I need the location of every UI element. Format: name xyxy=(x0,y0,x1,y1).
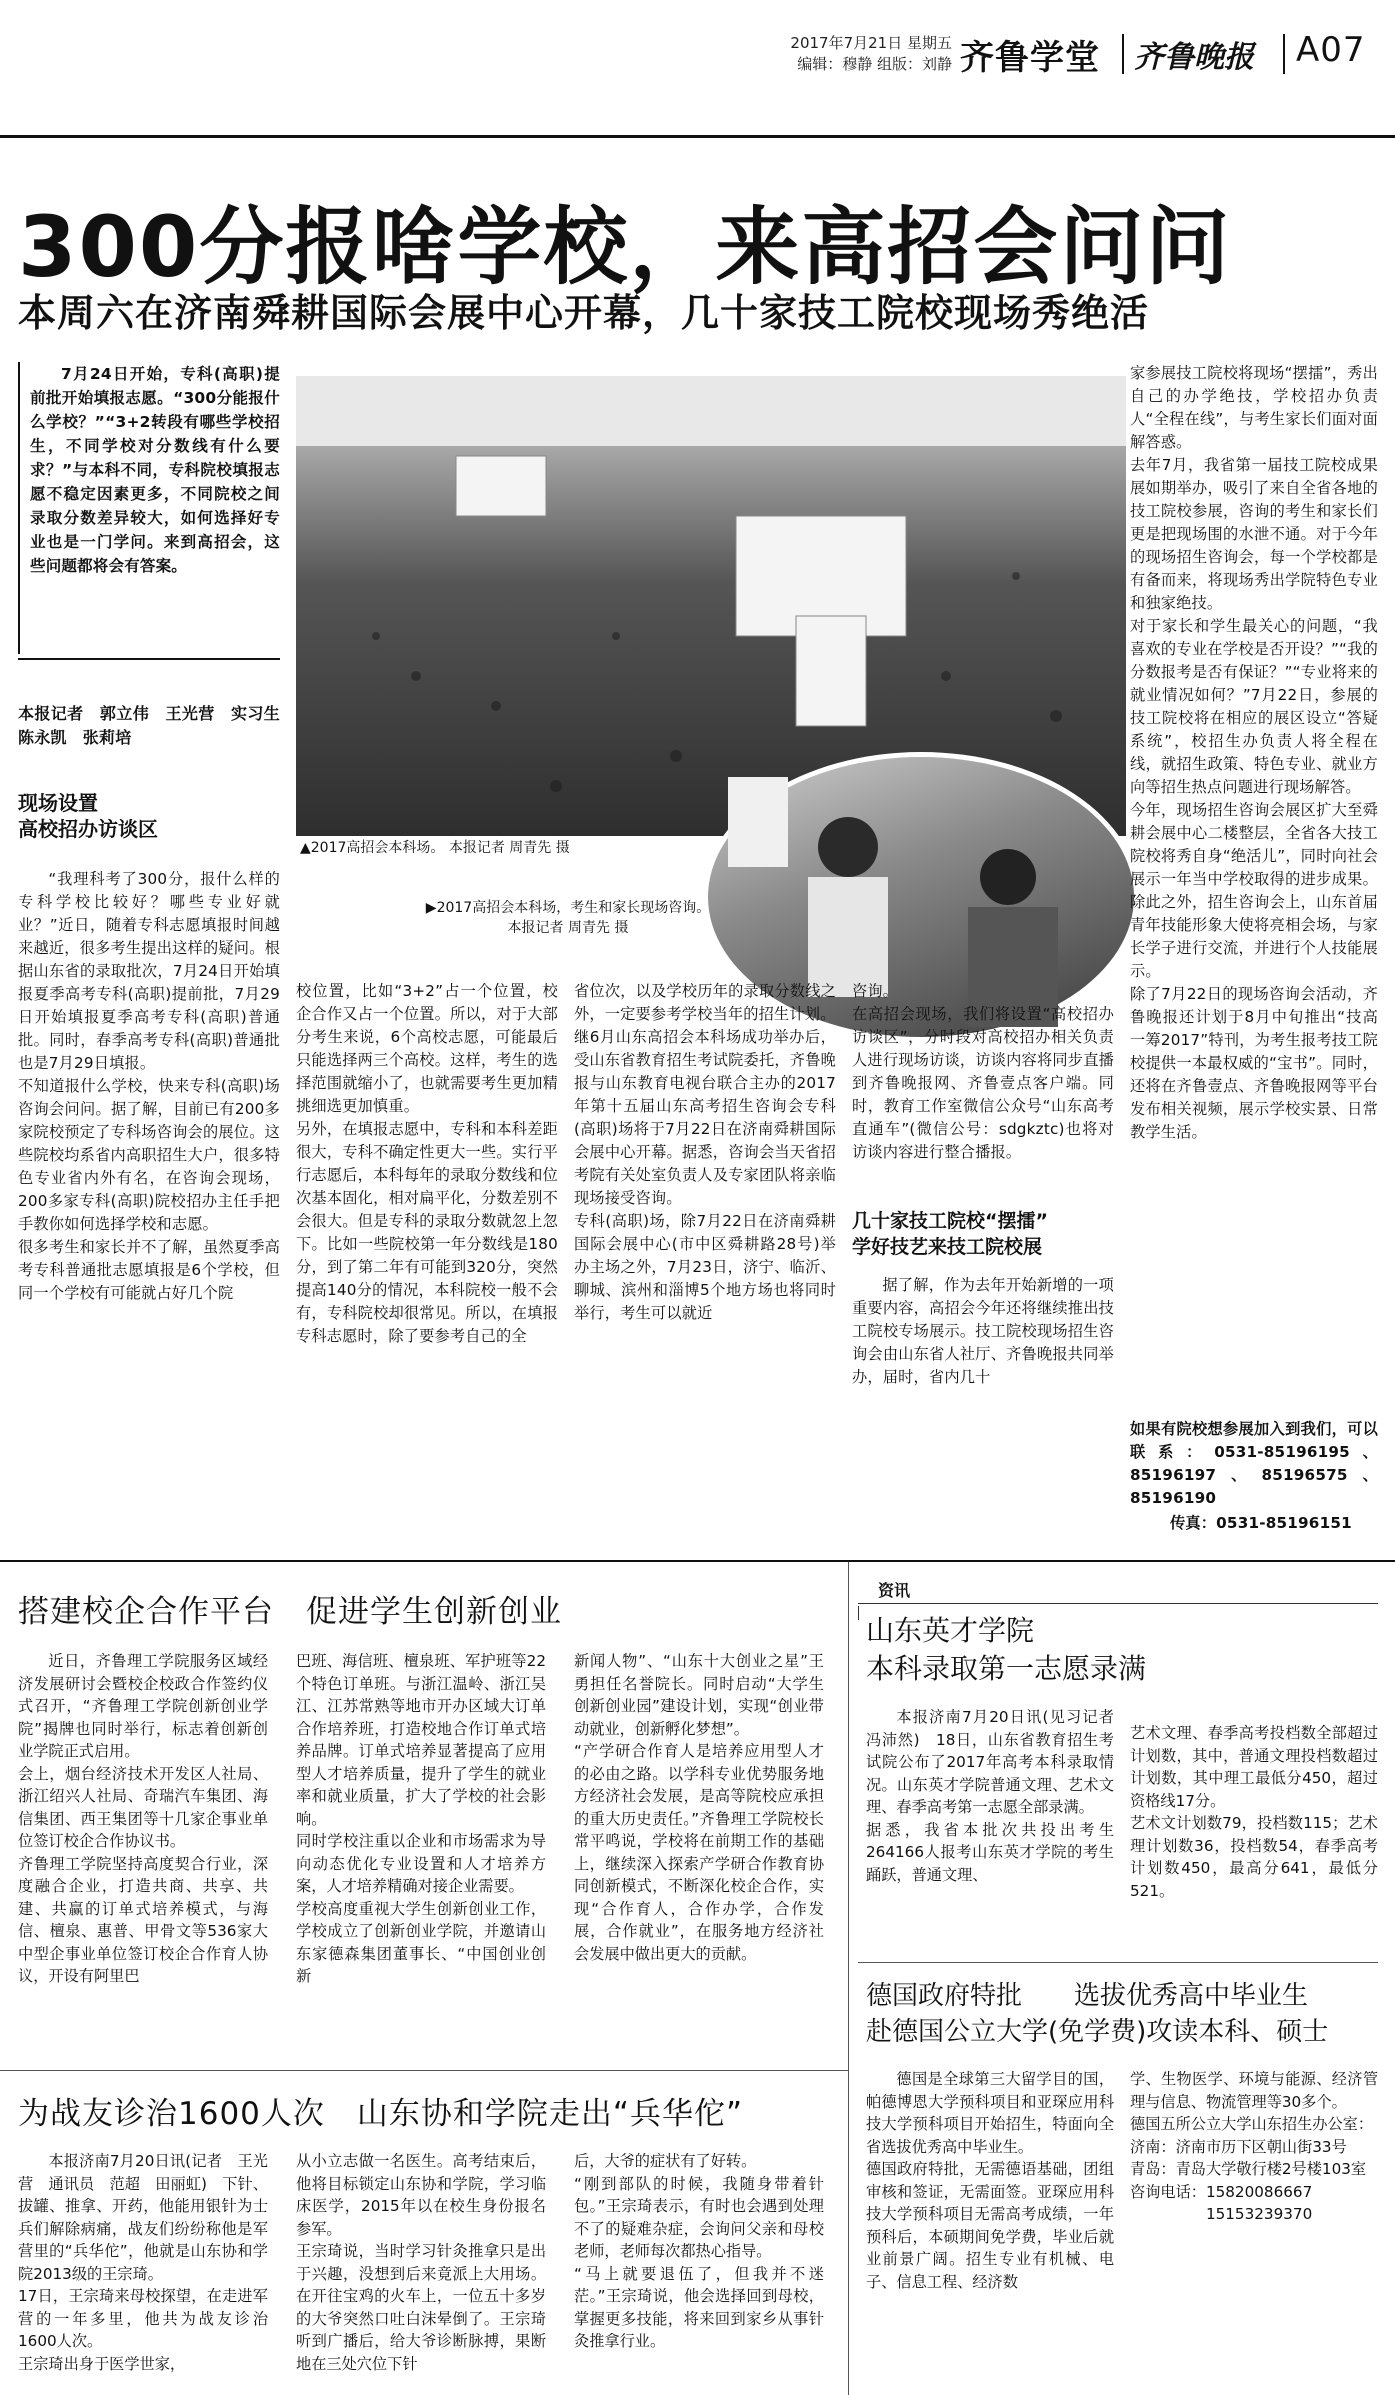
main-bottom-rule xyxy=(0,1560,1395,1562)
header-date: 2017年7月21日 星期五 xyxy=(790,34,952,52)
article3-title: 为战友诊治1600人次 山东协和学院走出“兵华佗” xyxy=(18,2096,744,2132)
main-column-4-bottom xyxy=(852,1274,1114,1510)
article4-column-1 xyxy=(866,1706,1114,1936)
main-col4-bottom-text: 据了解，作为去年开始新增的一项重要内容，高招会今年还将继续推出技工院校专场展示。技工院校现场招生咨询会由山东省人社厅、齐鲁晚报共同举办，届时，省内几十 xyxy=(852,1276,1114,1386)
article2-col3-text: 新闻人物”、“山东十大创业之星”王勇担任名誉院长。同时启动“大学生创新创业园”建设计划，实现“创业带动就业，创新孵化梦想”。 “产学研合作育人是培养应用型人才的必由之路。以学科专业优势服务地方经济社会发展，是高等院校应承担的重大历史责任。”齐鲁理工学院校长常平鸣说，学校将在前期工作的基础上，继续深入探索产学研合作教育协同创新模式，不断深化校企合作，实现“合作育人，合作办学，合作发展，合作就业”，在服务地方经济社会发展中做出更大的贡献。 xyxy=(574,1652,824,1963)
article3-col2-text: 从小立志做一名医生。高考结束后，他将目标锁定山东协和学院，学习临床医学，2015年以在校生身份报名参军。 王宗琦说，当时学习针灸推拿只是出于兴趣，没想到后来竟派上大用场。在开往宝鸡的火车上，一位五十多岁的大爷突然口吐白沫晕倒了。王宗琦听到广播后，给大爷诊断脉搏，果断地在三处穴位下针 xyxy=(296,2152,546,2373)
article2-title: 搭建校企合作平台 促进学生创新创业 xyxy=(18,1594,562,1630)
info-label-bar xyxy=(858,1578,1378,1604)
article2-bottom-rule xyxy=(0,2070,848,2071)
article3-col3-text: 后，大爷的症状有了好转。 “刚到部队的时候，我随身带着针包。”王宗琦表示，有时也会遇到处理不了的疑难杂症，会询问父亲和母校老师，老师每次都热心指导。 “马上就要退伍了，但我并不迷茫。”王宗琦说，他会选择回到母校，掌握更多技能，将来回到家乡从事针灸推拿行业。 xyxy=(574,2152,824,2350)
article5-col1-text: 德国是全球第三大留学目的国，帕德博恩大学预科项目和亚琛应用科技大学预科项目开始招生，特面向全省选拔优秀高中毕业生。 德国政府特批，无需德语基础，团组审核和签证，无需面签。亚琛应用科技大学预科项目无需高考成绩，一年预科后，本硕期间免学费，毕业后就业前景广阔。招生专业有机械、电子、信息工程、经济数 xyxy=(866,2070,1114,2291)
main-col3-text: 省位次，以及学校历年的录取分数线之外，一定要参考学校当年的招生计划。 继6月山东高招会本科场成功举办后，受山东省教育招生考试院委托，齐鲁晚报与山东教育电视台联合主办的2017年第十五届山东高考招生咨询会专科(高职)场将于7月22日在济南舜耕国际会展中心开幕。据悉，咨询会当天省招考院有关处室负责人及专家团队将亲临现场接受咨询。 专科(高职)场，除7月22日在济南舜耕国际会展中心(市中区舜耕路28号)举办主场之外，7月23日，济宁、临沂、聊城、滨州和淄博5个地方场也将同时举行，考生可以就近 xyxy=(574,982,836,1322)
lead-box-rule xyxy=(18,658,280,660)
contact-info: 如果有院校想参展加入到我们，可以联系：0531-85196195、85196197、85196575、85196190 xyxy=(1130,1420,1378,1507)
info-divider xyxy=(848,1562,849,2395)
article3-column-3 xyxy=(574,2150,824,2380)
headline: 300分报啥学校，来高招会问问 xyxy=(18,198,1232,296)
main-column-1 xyxy=(18,868,280,1508)
article5-col2-text: 学、生物医学、环境与能源、经济管理与信息、物流管理等30多个。 德国五所公立大学山东招生办公室： 济南：济南市历下区朝山街33号 青岛：青岛大学敬行楼2号楼103室 咨询电话：15820086667 15153239370 xyxy=(1130,2070,1378,2223)
fax-info: 传真：0531-85196151 xyxy=(1170,1514,1352,1532)
section2-heading: 几十家技工院校“摆擂” 学好技艺来技工院校展 xyxy=(852,1210,1048,1258)
header-divider xyxy=(1122,34,1124,74)
article5-column-1 xyxy=(866,2068,1114,2388)
article5-title: 德国政府特批 选拔优秀高中毕业生 赴德国公立大学(免学费)攻读本科、硕士 xyxy=(866,1981,1329,2047)
article4-title: 山东英才学院 本科录取第一志愿录满 xyxy=(866,1614,1147,1685)
info-mid-rule xyxy=(858,1962,1378,1963)
article2-column-2 xyxy=(296,1650,546,2050)
photo-caption-1: ▲2017高招会本科场。 本报记者 周青先 摄 xyxy=(300,840,570,856)
main-column-4-top xyxy=(852,980,1114,1194)
subheadline: 本周六在济南舜耕国际会展中心开幕，几十家技工院校现场秀绝活 xyxy=(18,291,1150,335)
main-column-3 xyxy=(574,980,836,1510)
photo-caption-2: ▶2017高招会本科场，考生和家长现场咨询。 本报记者 周青先 摄 xyxy=(425,900,711,936)
article4-column-2 xyxy=(1130,1722,1378,1936)
main-col2-text: 校位置，比如“3+2”占一个位置，校企合作又占一个位置。所以，对于大部分考生来说，6个高校志愿，可能最后只能选择两三个高校。这样，考生的选择范围就缩小了，也就需要考生更加精挑细选更加慎重。 另外，在填报志愿中，专科和本科差距很大，专科不确定性更大一些。实行平行志愿后，本科每年的录取分数线和位次基本固化，相对扁平化，分数差别不会很大。但是专科的录取分数就忽上忽下。比如一些院校第一年分数线是180分，到了第二年有可能到320分，突然提高140分的情况，本科院校一般不会有，专科院校却很常见。所以，在填报专科志愿时，除了要参考自己的全 xyxy=(296,982,558,1345)
section1-heading: 现场设置 高校招办访谈区 xyxy=(18,791,158,841)
main-column-2 xyxy=(296,980,558,1510)
lead-text xyxy=(20,362,280,578)
article4-col2-text: 艺术文理、春季高考投档数全部超过计划数，其中，普通文理投档数超过计划数，其中理工最低分450，超过资格线17分。 艺术文计划数79，投档数115；艺术理计划数36，投档数54，春季高考计划数450，最高分641，最低分521。 xyxy=(1130,1724,1378,1900)
main-col4-top-text: 咨询。 在高招会现场，我们将设置“高校招办访谈区”，分时段对高校招办相关负责人进行现场访谈，访谈内容将同步直播到齐鲁晚报网、齐鲁壹点客户端。同时，教育工作室微信公众号“山东高考直通车”(微信公号：sdgkztc)也将对访谈内容进行整合播报。 xyxy=(852,982,1114,1161)
lead-box xyxy=(18,362,280,654)
header-divider-2 xyxy=(1283,34,1285,74)
info-label: 资讯 xyxy=(878,1581,911,1600)
main-column-5 xyxy=(1130,362,1378,1412)
article4-col1-text: 本报济南7月20日讯(见习记者 冯沛然) 18日，山东省教育招生考试院公布了2017年高考本科录取情况。山东英才学院普通文理、艺术文理、春季高考第一志愿全部录满。 据悉，我省本批次共投出考生264166人报考山东英才学院的考生踊跃，普通文理、 xyxy=(866,1708,1114,1884)
article2-column-3 xyxy=(574,1650,824,2050)
main-col5-text: 家参展技工院校将现场“摆擂”，秀出自己的办学绝技，学校招办负责人“全程在线”，与考生家长们面对面解答惑。 去年7月，我省第一届技工院校成果展如期举办，吸引了来自全省各地的技工院校参展，咨询的考生和家长们更是把现场围的水泄不通。对于今年的现场招生咨询会，每一个学校都是有备而来，将现场秀出学院特色专业和独家绝技。 对于家长和学生最关心的问题，“我喜欢的专业在学校是否开设？”“我的分数报考是否有保证？”“专业将来的就业情况如何？”7月22日，参展的技工院校将在相应的展区设立“答疑系统”，校招生办负责人将全程在线，就招生政策、特色专业、就业方向等招生热点问题进行现场解答。 今年，现场招生咨询会展区扩大至舜耕会展中心二楼整层，全省各大技工院校将秀自身“绝活儿”，同时向社会展示一年当中学校取得的进步成果。除此之外，招生咨询会上，山东首届青年技能形象大使将亮相会场，与家长学子进行交流，并进行个人技能展示。 除了7月22日的现场咨询会活动，齐鲁晚报还计划于8月中旬推出“技高一筹2017”特刊，为考生报考技工院校提供一本最权威的“宝书”。同时，还将在齐鲁壹点、齐鲁晚报网等平台发布相关视频，展示学校实景、日常教学生活。 xyxy=(1130,364,1378,1141)
reporters: 本报记者 郭立伟 王光营 实习生 陈永凯 张莉培 xyxy=(18,704,297,747)
article3-col1-text: 本报济南7月20日讯(记者 王光营 通讯员 范超 田丽虹) 下针、拔罐、推拿、开药，他能用银针为士兵们解除病痛，战友们纷纷称他是军营里的“兵华佗”，他就是山东协和学院2013级的王宗琦。 17日，王宗琦来母校探望，在走进军营的一年多里，他共为战友诊治1600人次。 王宗琦出身于医学世家， xyxy=(18,2152,268,2373)
article5-column-2 xyxy=(1130,2068,1378,2388)
article2-col1-text: 近日，齐鲁理工学院服务区域经济发展研讨会暨校企校政合作签约仪式召开，“齐鲁理工学院创新创业学院”揭牌也同时举行，标志着创新创业学院正式启用。 会上，烟台经济技术开发区人社局、浙江绍兴人社局、奇瑞汽车集团、海信集团、西王集团等十几家企事业单位签订校企合作协议书。 齐鲁理工学院坚持高度契合行业，深度融合企业，打造共商、共享、共建、共赢的订单式培养模式，与海信、檀泉、惠普、甲骨文等536家大中型企事业单位签订校企合作育人协议，开设有阿里巴 xyxy=(18,1652,268,1985)
article3-column-2 xyxy=(296,2150,546,2380)
lead-paragraph: 7月24日开始，专科(高职)提前批开始填报志愿。“300分能报什么学校？”“3+2转段有哪些学校招生，不同学校对分数线有什么要求？”与本科不同，专科院校填报志愿不稳定因素更多，不同院校之间录取分数差异较大，如何选择好专业也是一门学问。来到高招会，这些问题都将会有答案。 xyxy=(30,365,280,575)
header-editors: 编辑：穆静 组版：刘静 xyxy=(797,55,952,73)
newspaper-logo: 齐鲁晚报 xyxy=(1134,40,1254,75)
main-col1-text: “我理科考了300分，报什么样的专科学校比较好？哪些专业好就业？”近日，随着专科志愿填报时间越来越近，很多考生提出这样的疑问。根据山东省的录取批次，7月24日开始填报夏季高考专科(高职)提前批，7月29日开始填报夏季高考专科(高职)普通批。同时，春季高考专科(高职)普通批也是7月29日填报。 不知道报什么学校，快来专科(高职)场咨询会问问。据了解，目前已有200多家院校预定了专科场咨询会的展位。这些院校均系省内高职招生大户，很多特色专业省内外有名，在咨询会现场，200多家专科(高职)院校招办主任手把手教你如何选择学校和志愿。 很多考生和家长并不了解，虽然夏季高考专科普通批志愿填报是6个学校，但同一个学校有可能就占好几个院 xyxy=(18,870,280,1302)
article2-col2-text: 巴班、海信班、檀泉班、军护班等22个特色订单班。与浙江温岭、浙江吴江、江苏常熟等地市开办区域大订单合作培养班，打造校地合作订单式培养品牌。订单式培养显著提高了应用型人才培养质量，提升了学生的就业率和就业质量，扩大了学校的社会影响。 同时学校注重以企业和市场需求为导向动态优化专业设置和人才培养方案，人才培养精确对接企业需要。 学校高度重视大学生创新创业工作，学校成立了创新创业学院，并邀请山东家德森集团董事长、“中国创业创新 xyxy=(296,1652,546,1985)
article3-column-1 xyxy=(18,2150,268,2380)
page-number: A07 xyxy=(1296,30,1366,70)
section-name: 齐鲁学堂 xyxy=(960,38,1100,78)
article2-column-1 xyxy=(18,1650,268,2050)
header-rule xyxy=(0,135,1395,138)
